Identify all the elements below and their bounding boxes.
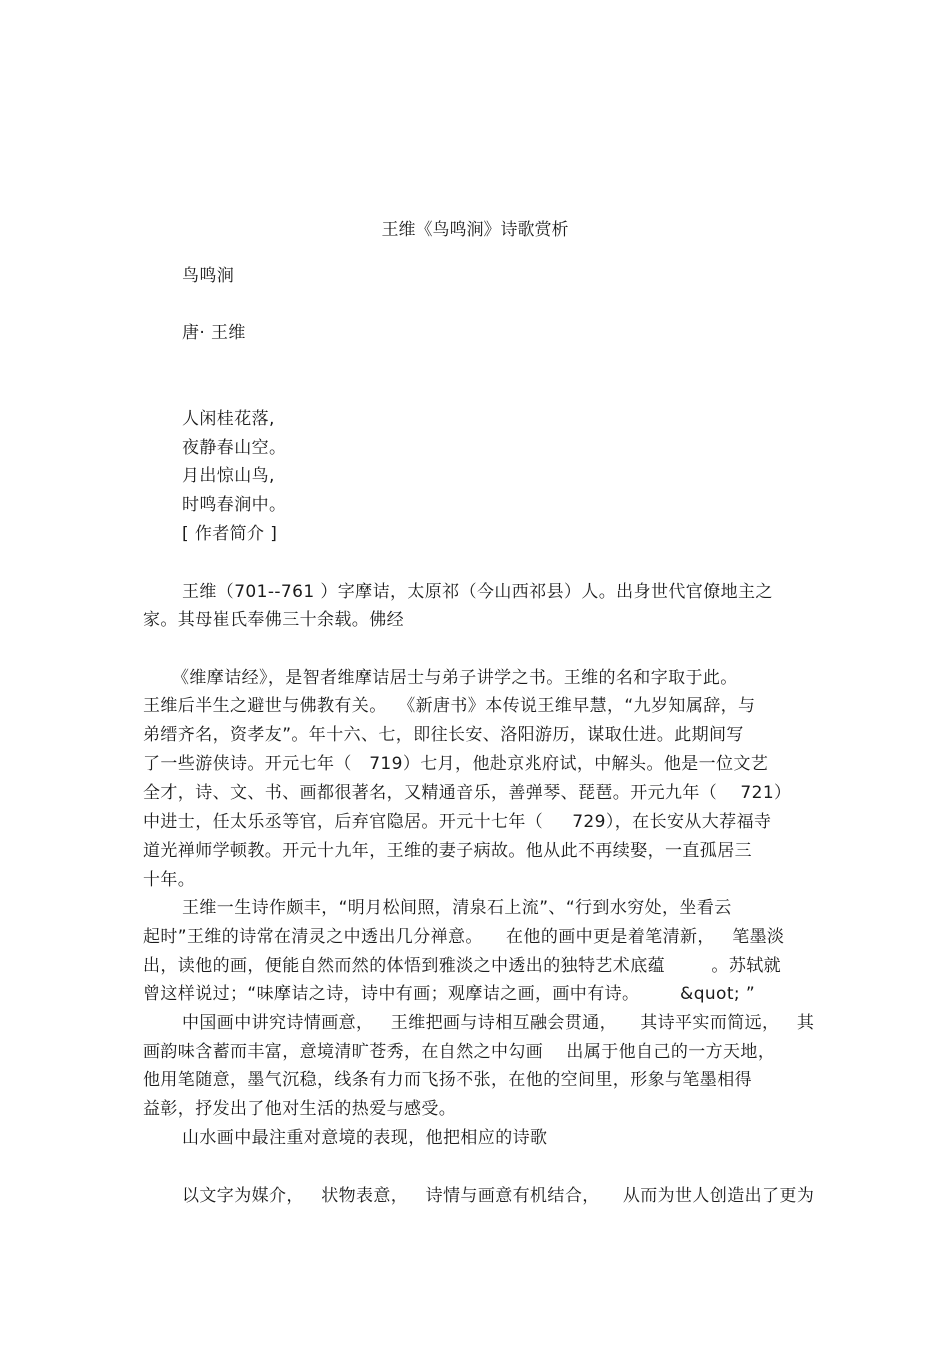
poem-name: 鸟鸣涧	[182, 266, 235, 286]
paragraph-line: 家。其母崔氏奉佛三十余载。佛经	[143, 610, 404, 630]
paragraph-line: 中进士，任太乐丞等官，后弃官隐居。开元十七年（ 729），在长安从大荐福寺	[143, 812, 772, 832]
document-title: 王维《鸟鸣涧》诗歌赏析	[381, 220, 569, 240]
poem-line: 时鸣春涧中。	[182, 495, 287, 515]
paragraph-line: 了一些游侠诗。开元七年（ 719）七月，他赴京兆府试，中解头。他是一位文艺	[143, 754, 769, 774]
paragraph-line: 王维后半生之避世与佛教有关。 《新唐书》本传说王维早慧，“九岁知属辞，与	[143, 696, 756, 716]
paragraph-line: 道光禅师学顿教。开元十九年，王维的妻子病故。他从此不再续娶，一直孤居三	[143, 841, 752, 861]
paragraph-line: 弟缙齐名，资孝友”。年十六、七，即往长安、洛阳游历，谋取仕进。此期间写	[143, 725, 744, 745]
paragraph-line: 山水画中最注重对意境的表现，他把相应的诗歌	[182, 1128, 548, 1148]
paragraph-line: 出，读他的画，便能自然而然的体悟到雅淡之中透出的独特艺术底蕴 。苏轼就	[143, 956, 782, 976]
paragraph-line: 王维（701--761 ）字摩诘，太原祁（今山西祁县）人。出身世代官僚地主之	[182, 582, 773, 602]
paragraph-line: 以文字为媒介， 状物表意， 诗情与画意有机结合， 从而为世人创造出了更为	[182, 1186, 815, 1206]
paragraph-line: 中国画中讲究诗情画意， 王维把画与诗相互融会贯通， 其诗平实而简远， 其	[182, 1013, 815, 1033]
poem-line: 夜静春山空。	[182, 438, 287, 458]
paragraph-line: 全才，诗、文、书、画都很著名，又精通音乐，善弹琴、琵琶。开元九年（ 721）	[143, 783, 792, 803]
intro-header: [ 作者简介 ]	[182, 524, 278, 544]
paragraph-line: 十年。	[143, 870, 196, 890]
poem-line: 月出惊山鸟,	[182, 466, 275, 486]
author-line: 唐· 王维	[182, 323, 246, 343]
paragraph-line: 起时”王维的诗常在清灵之中透出几分禅意。 在他的画中更是着笔清新， 笔墨淡	[143, 927, 785, 947]
paragraph-line: 《维摩诘经》，是智者维摩诘居士与弟子讲学之书。王维的名和字取于此。	[172, 668, 738, 688]
paragraph-line: 益彰，抒发出了他对生活的热爱与感受。	[143, 1099, 457, 1119]
paragraph-line: 画韵味含蓄而丰富，意境清旷苍秀，在自然之中勾画 出属于他自己的一方天地，	[143, 1042, 776, 1062]
paragraph-line: 曾这样说过；“味摩诘之诗，诗中有画；观摩诘之画，画中有诗。 &quot; ”	[143, 984, 756, 1004]
paragraph-line: 王维一生诗作颇丰，“明月松间照，清泉石上流”、“行到水穷处，坐看云	[182, 898, 732, 918]
paragraph-line: 他用笔随意，墨气沉稳，线条有力而飞扬不张，在他的空间里，形象与笔墨相得	[143, 1070, 752, 1090]
poem-line: 人闲桂花落,	[182, 409, 275, 429]
